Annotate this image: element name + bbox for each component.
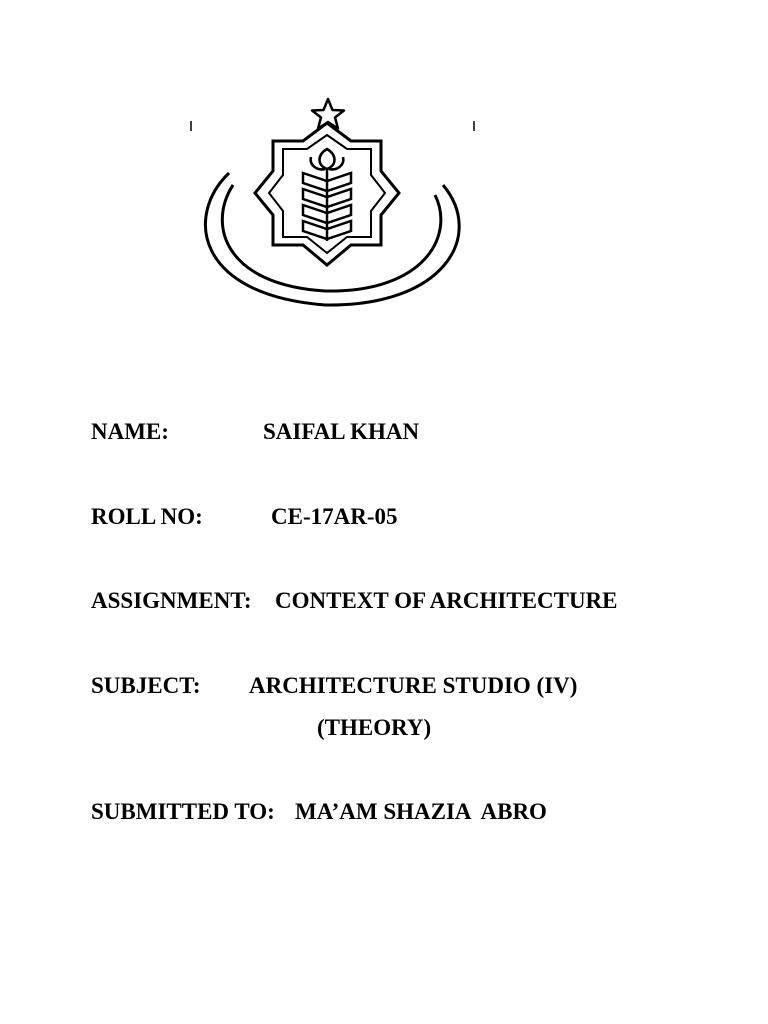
- assignment-label: ASSIGNMENT:: [91, 588, 252, 613]
- name-label: NAME:: [91, 419, 169, 444]
- roll-no-row: [91, 503, 398, 531]
- roll-no-value: CE-17AR-05: [271, 504, 398, 529]
- submitted-to-row: [91, 798, 547, 826]
- subject-row: [91, 672, 577, 700]
- subject-value-line2: (THEORY): [317, 715, 432, 740]
- subject-row-continuation: [317, 714, 431, 742]
- submitted-to-label: SUBMITTED TO:: [91, 799, 275, 824]
- wheat-sheaf-icon: [303, 149, 351, 241]
- assignment-value: CONTEXT OF ARCHITECTURE: [275, 588, 618, 613]
- subject-label: SUBJECT:: [91, 673, 201, 698]
- assignment-row: [91, 587, 618, 615]
- roll-no-label: ROLL NO:: [91, 504, 203, 529]
- subject-value: ARCHITECTURE STUDIO (IV): [249, 673, 578, 698]
- submitted-to-value: MA’AM SHAZIA ABRO: [295, 799, 547, 824]
- name-value: SAIFAL KHAN: [263, 419, 420, 444]
- name-row: [91, 418, 419, 446]
- university-emblem-icon: [185, 95, 485, 315]
